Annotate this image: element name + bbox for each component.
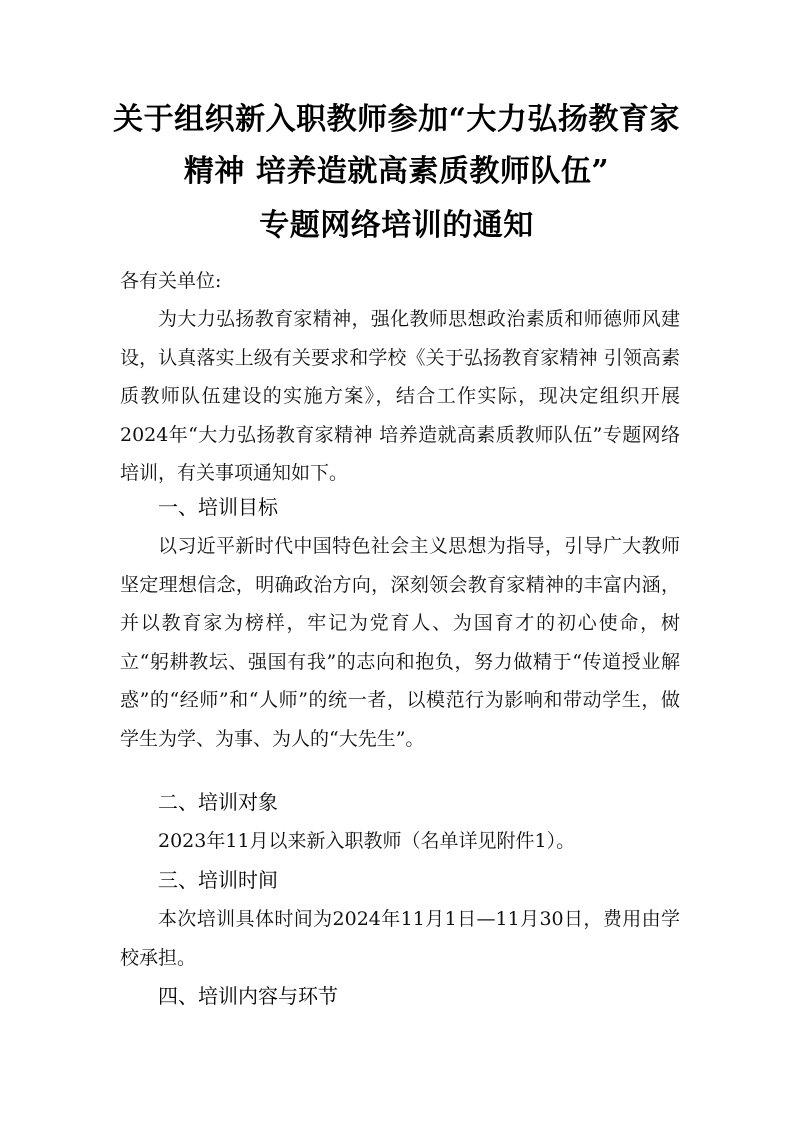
section-heading-time: 三、培训时间	[158, 868, 278, 892]
document-title-line-3: 专题网络培训的通知	[259, 208, 534, 243]
section-body-time: 本次培训具体时间为2024年11月1日—11月30日，费用由学校承担。	[120, 908, 680, 969]
intro-paragraph: 为大力弘扬教育家精神，强化教师思想政治素质和师德师风建设，认真落实上级有关要求和学校《关于弘扬教育家精神 引领高素质教师队伍建设的实施方案》，结合工作实际，现决定组织开展2024年“大力弘扬教育家精神 培养造就高素质教师队伍”专题网络培训，有关事项通知如下。	[120, 308, 680, 485]
section-body-audience: 2023年11月以来新入职教师（名单详见附件1）。	[158, 830, 576, 852]
section-heading-audience: 二、培训对象	[158, 790, 278, 814]
section-heading-content: 四、培训内容与环节	[158, 984, 338, 1008]
section-heading-goals: 一、培训目标	[158, 495, 278, 519]
document-title-line-2: 精神 培养造就高素质教师队伍”	[183, 154, 610, 189]
document-title-line-1: 关于组织新入职教师参加“大力弘扬教育家	[113, 102, 680, 137]
section-body-goals: 以习近平新时代中国特色社会主义思想为指导，引导广大教师坚定理想信念，明确政治方向，深刻领会教育家精神的丰富内涵，并以教育家为榜样，牢记为党育人、为国育才的初心使命，树立“躬耕教坛、强国有我”的志向和抱负，努力做精于“传道授业解惑”的“经师”和“人师”的统一者，以模范行为影响和带动学生，做学生为学、为事、为人的“大先生”。	[120, 535, 680, 750]
salutation: 各有关单位:	[120, 270, 222, 292]
